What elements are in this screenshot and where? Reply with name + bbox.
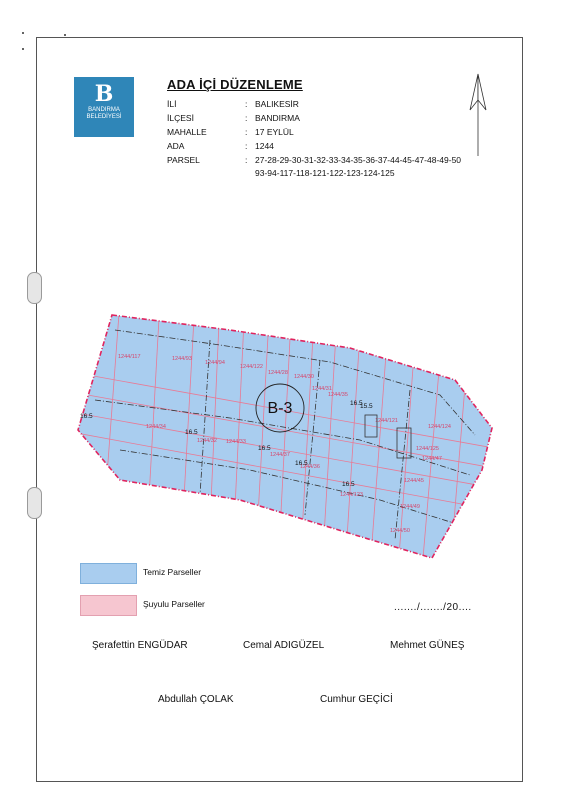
parcel-label: 1244/117 [118, 354, 141, 360]
info-sep: : [245, 99, 248, 109]
road-width-label: 15.5 [360, 403, 373, 410]
legend-label-clean: Temiz Parseller [143, 567, 202, 577]
info-key: İLÇESİ [167, 113, 194, 123]
parcel-label: 1244/35 [328, 392, 348, 398]
parcel-label: 1244/124 [428, 424, 451, 430]
date-field: ......./......./20.... [394, 602, 472, 613]
parcel-label: 1244/94 [205, 360, 225, 366]
road-width-label: 16.5 [295, 460, 308, 467]
signature-name: Mehmet GÜNEŞ [390, 640, 465, 651]
legend-swatch-shared [80, 595, 137, 616]
parcel-label: 1244/34 [146, 424, 166, 430]
parcel-label: 1244/33 [226, 439, 246, 445]
parcel-label: 1244/37 [270, 452, 290, 458]
info-key: ADA [167, 141, 185, 151]
signature-name: Şerafettin ENGÜDAR [92, 640, 188, 651]
info-sep: : [245, 113, 248, 123]
parcel-label: 1244/93 [172, 356, 192, 362]
parcel-label: 1244/28 [268, 370, 288, 376]
signature-name: Cumhur GEÇİCİ [320, 694, 393, 705]
parcel-label: 1244/123 [340, 492, 363, 498]
binder-hole-top [27, 272, 42, 304]
parcel-label: 1244/125 [416, 446, 439, 452]
info-key: PARSEL [167, 155, 200, 165]
logo-name-line2: BELEDİYESİ [86, 114, 122, 120]
logo-name-line1: BANDIRMA [88, 107, 120, 113]
info-value: 17 EYLÜL [255, 127, 294, 137]
north-arrow-icon [466, 70, 490, 160]
legend-swatch-clean [80, 563, 137, 584]
signature-name: Cemal ADIGÜZEL [243, 640, 325, 651]
parcel-label: 1244/30 [294, 374, 314, 380]
parcel-label: 1244/31 [312, 386, 332, 392]
logo-mark: B [94, 81, 114, 107]
info-value: 1244 [255, 141, 274, 151]
info-value: 27-28-29-30-31-32-33-34-35-36-37-44-45-47-48-49-50 [255, 155, 462, 165]
document-title: ADA İÇİ DÜZENLEME [167, 77, 303, 92]
info-value: BALIKESİR [255, 99, 299, 109]
road-width-label: 16.5 [350, 400, 363, 407]
info-sep: : [245, 141, 248, 151]
road-width-label: 16.5 [185, 429, 198, 436]
parcel-label: 1244/50 [390, 528, 410, 534]
parcel-label: 1244/121 [375, 418, 398, 424]
parcel-label: 1244/32 [197, 438, 217, 444]
parcel-label: 1244/47 [422, 456, 442, 462]
binder-hole-bottom [27, 487, 42, 519]
parcel-label: 1244/45 [404, 478, 424, 484]
info-key: İLİ [167, 99, 177, 109]
info-value: BANDIRMA [255, 113, 300, 123]
info-sep: : [245, 155, 248, 165]
parcel-map [60, 300, 505, 570]
scan-dot [22, 32, 24, 34]
info-sep: : [245, 127, 248, 137]
legend-label-shared: Şuyulu Parseller [143, 599, 205, 609]
municipality-logo [74, 77, 134, 137]
parcel-label: 1244/36 [300, 464, 320, 470]
road-width-label: 16.5 [342, 481, 355, 488]
scan-dot [64, 34, 66, 36]
road-width-label: 16.5 [80, 413, 93, 420]
parcel-label: 1244/122 [240, 364, 263, 370]
parcel-label: 1244/49 [400, 504, 420, 510]
road-width-label: 16.5 [258, 445, 271, 452]
block-label: B-3 [267, 400, 293, 417]
info-value: 93-94-117-118-121-122-123-124-125 [255, 168, 395, 178]
info-key: MAHALLE [167, 127, 207, 137]
scan-dot [22, 48, 24, 50]
signature-name: Abdullah ÇOLAK [158, 694, 234, 705]
